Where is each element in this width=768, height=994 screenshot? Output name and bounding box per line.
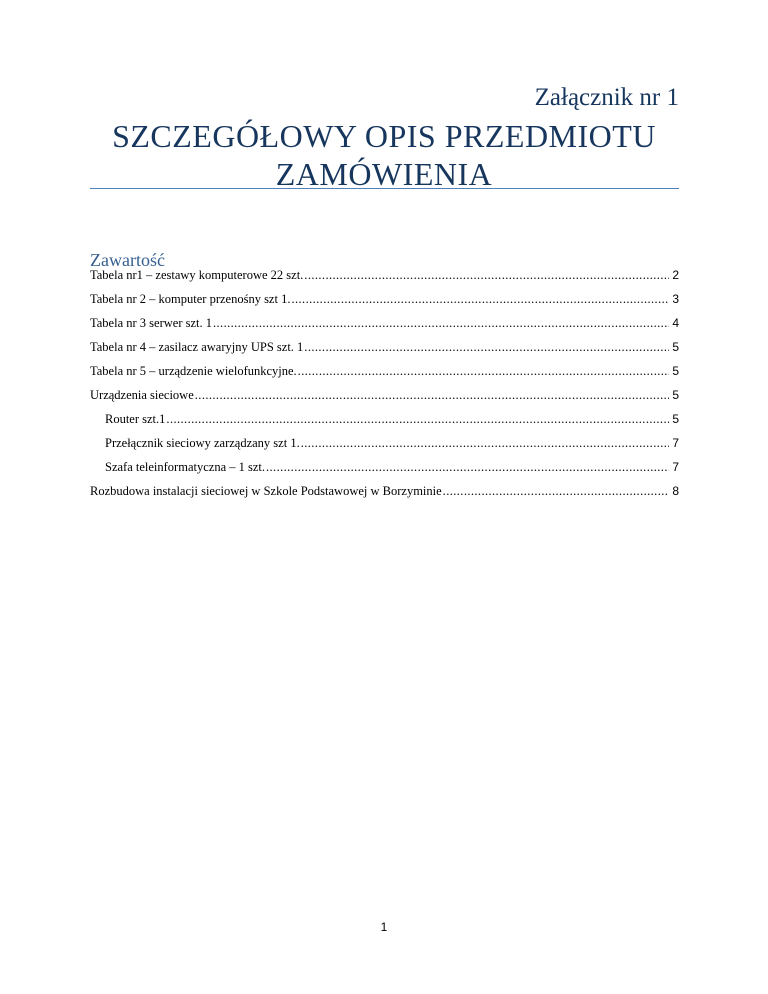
toc-entry[interactable] — [90, 483, 679, 500]
page-number: 1 — [380, 920, 388, 934]
toc-entry-text: Tabela nr 5 – urządzenie wielofunkcyjne. — [90, 364, 297, 378]
toc-leader-dots — [304, 267, 669, 284]
toc-entry-page: 5 — [672, 364, 679, 378]
toc-leader-dots — [301, 435, 670, 452]
annex-label: Załącznik nr 1 — [534, 84, 679, 111]
title-underline — [90, 188, 679, 189]
toc-leader-dots — [195, 387, 670, 404]
toc-leader-dots — [443, 483, 670, 500]
toc-entry-text: Przełącznik sieciowy zarządzany szt 1. — [105, 436, 300, 450]
toc-entry-page: 2 — [672, 268, 679, 282]
title-line-1: SZCZEGÓŁOWY OPIS PRZEDMIOTU — [112, 118, 656, 154]
toc-entry-text: Tabela nr 3 serwer szt. 1 — [90, 316, 212, 330]
toc-subentry[interactable] — [105, 411, 679, 428]
toc-entry-text: Urządzenia sieciowe — [90, 388, 194, 402]
toc-heading: Zawartość — [90, 250, 165, 270]
toc-entry[interactable] — [90, 363, 679, 380]
toc-entry-text: Tabela nr 4 – zasilacz awaryjny UPS szt. 1 — [90, 340, 304, 354]
toc-entry-page: 8 — [672, 484, 679, 498]
toc-entry-text: Router szt.1 — [105, 412, 166, 426]
toc-entry-text: Tabela nr 2 – komputer przenośny szt 1. — [90, 292, 291, 306]
toc-entry[interactable] — [90, 315, 679, 332]
toc-subentry[interactable] — [105, 435, 679, 452]
toc-entry-page: 3 — [672, 292, 679, 306]
toc-entry-page: 5 — [672, 340, 679, 354]
toc-entry[interactable] — [90, 267, 679, 284]
toc-leader-dots — [213, 315, 669, 332]
toc-entry-page: 7 — [672, 436, 679, 450]
toc-entry[interactable] — [90, 339, 679, 356]
toc-leader-dots — [304, 339, 669, 356]
toc-leader-dots — [266, 459, 669, 476]
toc-entry[interactable] — [90, 291, 679, 308]
toc-entry-page: 5 — [672, 412, 679, 426]
toc-entry-page: 5 — [672, 388, 679, 402]
toc-entry-text: Rozbudowa instalacji sieciowej w Szkole Podstawowej w Borzyminie — [90, 484, 442, 498]
toc-leader-dots — [166, 411, 669, 428]
toc-entry-text: Tabela nr1 – zestawy komputerowe 22 szt. — [90, 268, 304, 282]
toc-entry-text: Szafa teleinformatyczna – 1 szt. — [105, 460, 265, 474]
toc-entry[interactable] — [90, 387, 679, 404]
document-title — [90, 117, 678, 193]
toc-leader-dots — [291, 291, 669, 308]
toc-entry-page: 4 — [672, 316, 679, 330]
toc-subentry[interactable] — [105, 459, 679, 476]
title-line-2: ZAMÓWIENIA — [275, 156, 493, 192]
toc-leader-dots — [298, 363, 670, 380]
toc-entry-page: 7 — [672, 460, 679, 474]
